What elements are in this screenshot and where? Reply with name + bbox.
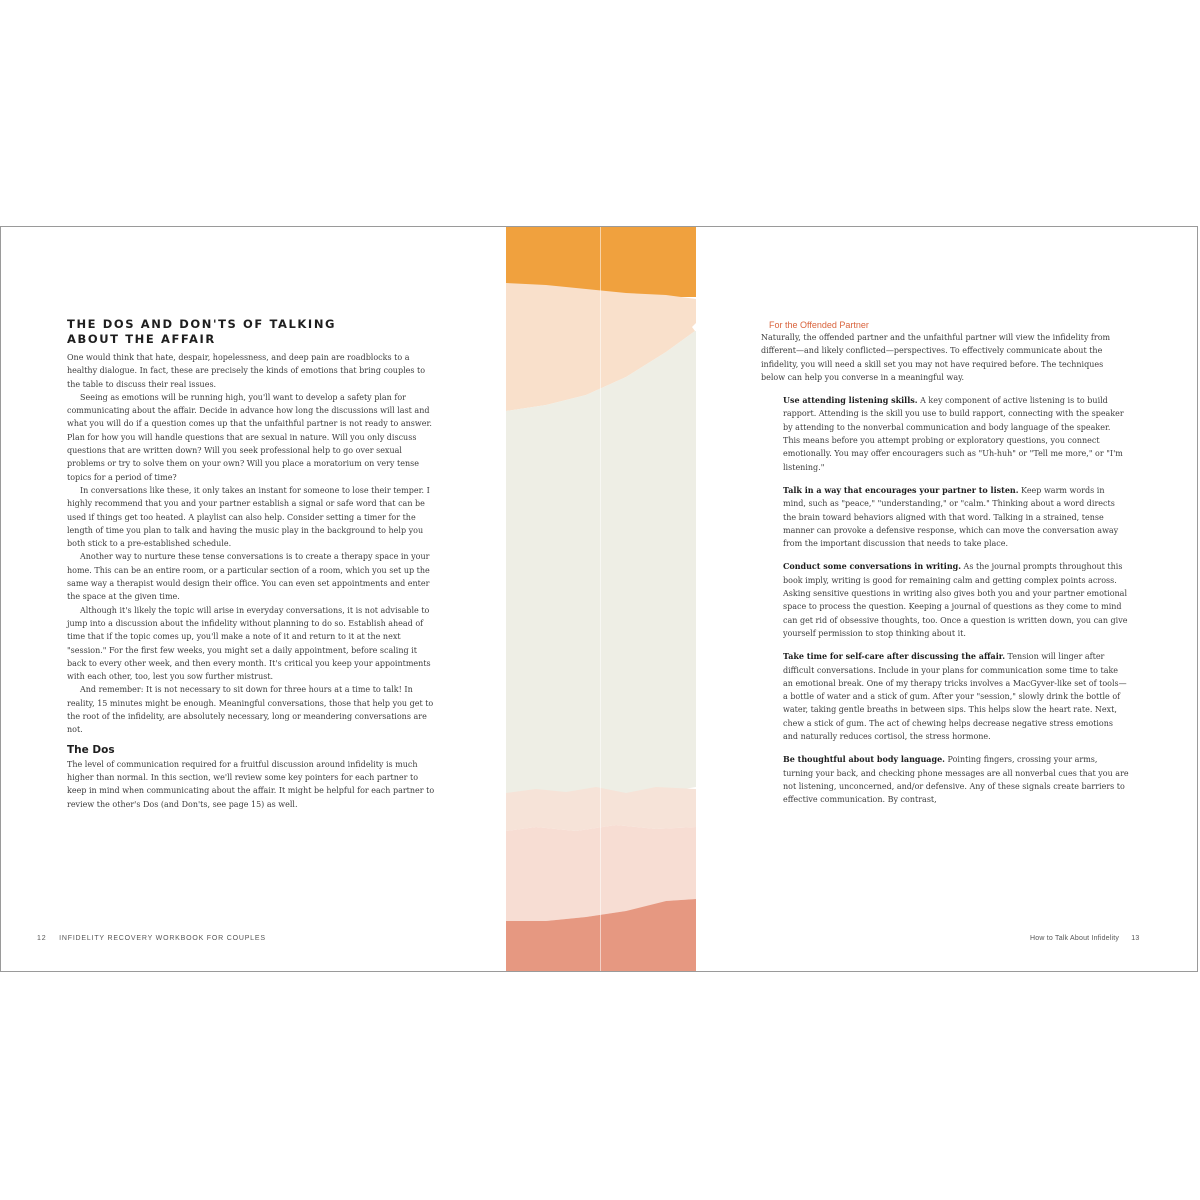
tip-title: Talk in a way that encourages your partner to listen. [783, 484, 1019, 495]
heading-line-1: THE DOS AND DON'TS OF TALKING [67, 317, 337, 331]
band-blush [506, 787, 696, 831]
left-footer [37, 935, 266, 942]
body-paragraph: And remember: It is not necessary to sit down for three hours at a time to talk! In reality, 15 minutes might be enough. Meaningful conversations, those that help you get to the root of the infidelity, are absolutely necessary, long or meandering conversations are not. [67, 685, 434, 735]
left-page [67, 317, 435, 811]
page-number: 12 [37, 935, 47, 942]
section-heading [67, 317, 435, 347]
body-paragraph: The level of communication required for a fruitful discussion around infidelity is much higher than normal. In this section, we'll review some key pointers for each partner to keep in mind when communicating about the affair. It might be helpful for each partner to review the other's Dos (and Don'ts, see page 15) as well. [67, 759, 435, 809]
right-footer [1030, 935, 1139, 942]
book-spread [0, 226, 1198, 972]
tip-text: A key component of active listening is to build rapport. Attending is the skill you use to build rapport, connecting with the speaker by attending to the nonverbal communication and body language of the speaker. This means before you attempt probing or exploratory questions, you connect emotionally. You may offer encouragers such as "Uh-huh" or "Tell me more," or "I'm listening." [783, 396, 1124, 472]
tip-title: Use attending listening skills. [783, 395, 918, 406]
tip-title: Be thoughtful about body language. [783, 754, 945, 765]
body-paragraph: Another way to nurture these tense conversations is to create a therapy space in your home. This can be an entire room, or a particular section of a room, which you set up the same way a therapist would design their office. You can even set appointments and enter the space at the given time. [67, 552, 430, 602]
tip-item [783, 650, 1129, 743]
tip-title: Take time for self-care after discussing the affair. [783, 651, 1005, 662]
page-number: 13 [1131, 935, 1140, 942]
tip-item [783, 753, 1129, 806]
tip-text: As the journal prompts throughout this book imply, writing is good for remaining calm and getting complex points across. Asking sensitive questions in writing also gives both you and your partner emotional space to process the question. Keeping a journal of questions as they come to mind can get rid of obsessive thoughts, too. Once a question is written down, you can give yourself permission to stop thinking about it. [783, 562, 1128, 638]
dos-subheading: The Dos [67, 743, 115, 756]
offended-partner-subheading: For the Offended Partner [769, 320, 869, 330]
right-page [761, 319, 1129, 817]
body-paragraph: One would think that hate, despair, hopelessness, and deep pain are roadblocks to a healthy dialogue. In fact, these are precisely the kinds of emotions that bring couples to the table to discuss their real issues. [67, 353, 426, 389]
tip-title: Conduct some conversations in writing. [783, 561, 962, 572]
tip-text: Pointing fingers, crossing your arms, turning your back, and checking phone messages are all nonverbal cues that you are not listening, unconcerned, and/or defensive. Any of these signals create barriers to effective communication. By contrast, [783, 755, 1129, 805]
abstract-color-bands [506, 227, 696, 971]
chapter-title-running-footer: How to Talk About Infidelity [1030, 935, 1120, 942]
body-paragraph: In conversations like these, it only takes an instant for someone to lose their temper. I highly recommend that you and your partner establish a signal or safe word that can be used if things get too heated. A playlist can also help. Consider setting a timer for the length of time you plan to talk and having the music play in the background to help you both stick to a pre-established schedule. [67, 485, 430, 549]
heading-line-2: ABOUT THE AFFAIR [67, 332, 216, 346]
book-gutter [600, 227, 601, 971]
book-title-running-footer: INFIDELITY RECOVERY WORKBOOK FOR COUPLES [59, 935, 266, 942]
tip-item [783, 560, 1129, 640]
tip-item [783, 394, 1129, 474]
intro-paragraph: Naturally, the offended partner and the unfaithful partner will view the infidelity from different—and likely conflicted—perspectives. To effectively communicate about the infidelity, you will need a skill set you may not have required before. The techniques below can help you converse in a meaningful way. [761, 333, 1111, 382]
body-paragraph: Although it's likely the topic will arise in everyday conversations, it is not advisable to jump into a discussion about the infidelity without planning to do so. Establish ahead of time that if the topic comes up, you'll make a note of it and return to it at the next "session." For the first few weeks, you might set a daily appointment, before scaling it back to every other week, and then every month. It's critical you keep your appointments with each other, too, lest you sow further mistrust. [67, 605, 431, 682]
tip-text: Tension will linger after difficult conversations. Include in your plans for communication some time to take an emotional break. One of my therapy tricks involves a MacGyver-like set of tools—a bottle of water and a stick of gum. After your "session," slowly drink the bottle of water, taking gentle breaths in between sips. This helps slow the heart rate. Next, chew a stick of gum. The act of chewing helps decrease negative stress emotions and naturally reduces cortisol, the stress hormone. [783, 652, 1127, 742]
tip-item [783, 484, 1129, 550]
tip-text: Keep warm words in mind, such as "peace," "understanding," or "calm." Thinking about a word directs the brain toward behaviors aligned with that word. Talking in a strained, tense manner can provoke a defensive response, which can move the conversation away from the important discussion that needs to take place. [783, 485, 1119, 549]
body-paragraph: Seeing as emotions will be running high, you'll want to develop a safety plan for communicating about the affair. Decide in advance how long the discussions will last and what you will do if a question comes up that the unfaithful partner is not ready to answer. Plan for how you will handle questions that are sexual in nature. Will you only discuss questions that are written down? Will you seek professional help to go over sexual problems or try to solve them on your own? Will you place a moratorium on very tense topics for a period of time? [67, 392, 432, 482]
